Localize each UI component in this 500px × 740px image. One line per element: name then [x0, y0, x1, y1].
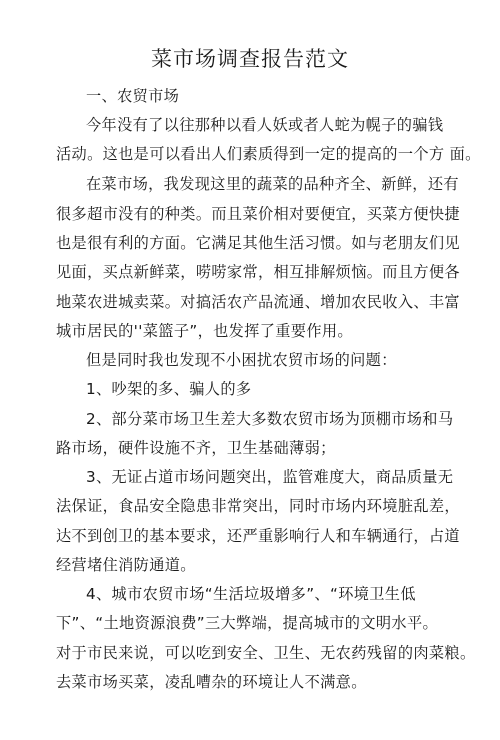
- paragraph-line: 下”、“土地资源浪费”三大弊端，提高城市的文明水平。: [56, 614, 439, 632]
- paragraph-line: 达不到创卫的基本要求，还严重影响行人和车辆通行，占道: [56, 527, 460, 545]
- paragraph-line: 对于市民来说，可以吃到安全、卫生、无农药残留的肉菜粮。: [56, 644, 476, 662]
- paragraph-line: 地菜农进城卖菜。对搞活农产品流通、增加农民收入、丰富: [56, 293, 460, 311]
- list-item: 1、吵架的多、骗人的多: [86, 380, 252, 398]
- list-item: 4、城市农贸市场“生活垃圾增多”、“环境卫生低: [86, 585, 416, 603]
- list-item: 3、无证占道市场问题突出，监管难度大，商品质量无: [86, 468, 454, 486]
- paragraph-line: 路市场，硬件设施不齐，卫生基础薄弱；: [56, 439, 336, 457]
- paragraph-line: 在菜市场，我发现这里的蔬菜的品种齐全、新鲜，还有: [86, 175, 459, 193]
- paragraph-line: 但是同时我也发现不小困扰农贸市场的问题：: [86, 351, 397, 369]
- paragraph-line: 经营堵住消防通道。: [56, 556, 196, 574]
- paragraph-line: 也是很有利的方面。它满足其他生活习惯。如与老朋友们见: [56, 234, 460, 252]
- paragraph-line: 很多超市没有的种类。而且菜价相对要便宜，买菜方便快捷: [56, 205, 460, 223]
- paragraph-line: 活动。这也是可以看出人们素质得到一定的提高的一个方 面。: [56, 145, 481, 163]
- document-title: 菜市场调查报告范文: [151, 47, 349, 71]
- list-item: 2、部分菜市场卫生差大多数农贸市场为顶棚市场和马: [86, 410, 454, 428]
- section-heading: 一、农贸市场: [86, 87, 180, 105]
- paragraph-line: 今年没有了以往那种以看人妖或者人蛇为幌子的骗钱: [86, 116, 444, 134]
- paragraph-line: 见面，买点新鲜菜，唠唠家常，相互排解烦恼。而且方便各: [56, 263, 460, 281]
- paragraph-line: 法保证，食品安全隐患非常突出，同时市场内环境脏乱差，: [56, 497, 460, 515]
- paragraph-line: 去菜市场买菜，凌乱嘈杂的环境让人不满意。: [56, 673, 367, 691]
- paragraph-line: 城市居民的''菜篮子”，也发挥了重要作用。: [56, 322, 353, 340]
